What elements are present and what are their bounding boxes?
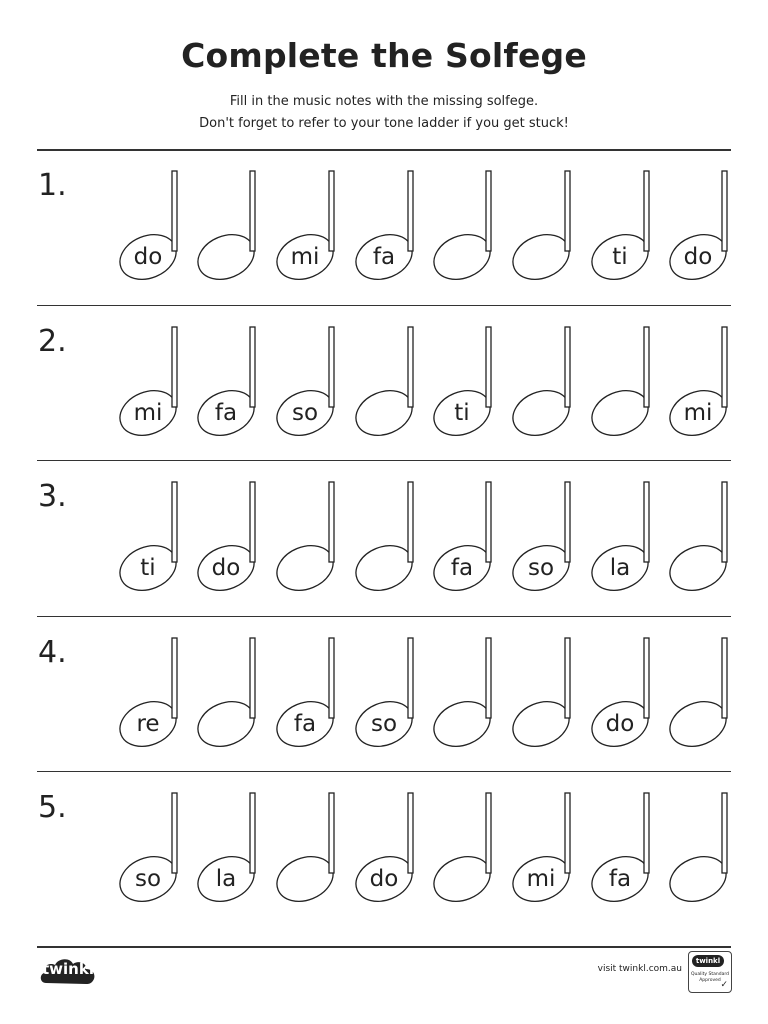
note-stem — [250, 638, 255, 718]
note-label: so — [291, 400, 319, 426]
note-stem — [486, 638, 491, 718]
note-label: fa — [214, 400, 238, 426]
check-icon: ✓ — [720, 980, 728, 990]
note-blank[interactable] — [354, 479, 434, 589]
note-label: ti — [612, 244, 628, 270]
page-title: Complete the Solfege — [181, 36, 587, 75]
note-stem — [172, 638, 177, 718]
quarter-note-icon — [511, 168, 575, 280]
quarter-note-icon — [590, 324, 654, 436]
quarter-note-icon — [432, 790, 496, 902]
note-stem — [250, 171, 255, 251]
quarter-note-icon — [275, 790, 339, 902]
note-label: fa — [450, 555, 474, 581]
note-filled — [354, 168, 434, 278]
note-stem — [329, 638, 334, 718]
twinkl-logo — [38, 955, 98, 987]
badge-text: Quality Standard Approved — [691, 972, 729, 983]
quality-badge — [688, 951, 732, 993]
note-stem — [486, 482, 491, 562]
note-stem — [329, 327, 334, 407]
note-filled — [196, 479, 276, 589]
note-filled — [275, 635, 355, 745]
exercise-row — [0, 150, 768, 306]
note-blank[interactable] — [668, 479, 748, 589]
quarter-note-icon — [511, 324, 575, 436]
quarter-note-icon — [668, 790, 732, 902]
note-stem — [486, 327, 491, 407]
bottom-divider — [37, 946, 731, 948]
note-label: mi — [133, 400, 163, 426]
note-blank[interactable] — [354, 324, 434, 434]
note-blank[interactable] — [275, 479, 355, 589]
note-stem — [565, 482, 570, 562]
note-stem — [486, 171, 491, 251]
note-stem — [408, 171, 413, 251]
note-stem — [565, 793, 570, 873]
note-stem — [565, 171, 570, 251]
note-stem — [172, 482, 177, 562]
note-filled — [275, 168, 355, 278]
note-stem — [172, 327, 177, 407]
note-filled — [118, 790, 198, 900]
note-stem — [722, 793, 727, 873]
note-filled — [118, 635, 198, 745]
note-stem — [644, 793, 649, 873]
note-stem — [722, 482, 727, 562]
note-filled — [590, 635, 670, 745]
note-filled — [432, 479, 512, 589]
quarter-note-icon — [354, 324, 418, 436]
row-number: 4. — [38, 635, 67, 670]
note-label: do — [211, 555, 241, 581]
note-blank[interactable] — [511, 635, 591, 745]
quarter-note-icon — [432, 168, 496, 280]
note-stem — [565, 638, 570, 718]
note-filled — [118, 479, 198, 589]
note-blank[interactable] — [590, 324, 670, 434]
note-label: so — [527, 555, 555, 581]
note-stem — [250, 793, 255, 873]
exercise-row — [0, 617, 768, 773]
note-stem — [722, 638, 727, 718]
note-stem — [644, 327, 649, 407]
note-blank[interactable] — [196, 168, 276, 278]
row-divider — [37, 771, 731, 772]
note-label: do — [369, 866, 399, 892]
note-stem — [329, 482, 334, 562]
note-blank[interactable] — [668, 635, 748, 745]
note-filled — [668, 168, 748, 278]
quarter-note-icon — [196, 635, 260, 747]
note-stem — [644, 171, 649, 251]
note-filled — [590, 790, 670, 900]
logo-text: twinkl — [42, 960, 94, 978]
note-blank[interactable] — [511, 168, 591, 278]
note-stem — [408, 638, 413, 718]
note-label: mi — [526, 866, 556, 892]
exercise-row — [0, 306, 768, 462]
note-filled — [590, 479, 670, 589]
note-label: mi — [290, 244, 320, 270]
note-stem — [172, 171, 177, 251]
row-number: 5. — [38, 790, 67, 825]
note-stem — [644, 638, 649, 718]
note-label: do — [133, 244, 163, 270]
quarter-note-icon — [275, 479, 339, 591]
note-filled — [354, 790, 434, 900]
note-stem — [329, 171, 334, 251]
note-stem — [250, 482, 255, 562]
note-blank[interactable] — [196, 635, 276, 745]
visit-link[interactable]: visit twinkl.com.au — [597, 964, 682, 974]
note-filled — [668, 324, 748, 434]
note-blank[interactable] — [432, 635, 512, 745]
note-label: fa — [293, 711, 317, 737]
note-stem — [644, 482, 649, 562]
note-filled — [118, 168, 198, 278]
note-blank[interactable] — [511, 324, 591, 434]
note-label: ti — [454, 400, 470, 426]
note-label: do — [683, 244, 713, 270]
badge-logo: twinkl — [692, 955, 724, 967]
note-filled — [511, 479, 591, 589]
exercise-row — [0, 772, 768, 928]
note-stem — [565, 327, 570, 407]
note-blank[interactable] — [432, 790, 512, 900]
note-filled — [354, 635, 434, 745]
note-blank[interactable] — [275, 790, 355, 900]
quarter-note-icon — [511, 635, 575, 747]
row-divider — [37, 616, 731, 617]
note-stem — [722, 327, 727, 407]
row-divider — [37, 460, 731, 461]
note-stem — [250, 327, 255, 407]
quarter-note-icon — [432, 635, 496, 747]
note-filled — [511, 790, 591, 900]
instructions-line-2: Don't forget to refer to your tone ladder if you get stuck! — [199, 116, 569, 131]
note-filled — [118, 324, 198, 434]
row-number: 2. — [38, 324, 67, 359]
note-filled — [432, 324, 512, 434]
note-filled — [196, 324, 276, 434]
note-label: fa — [608, 866, 632, 892]
quarter-note-icon — [668, 635, 732, 747]
note-stem — [408, 482, 413, 562]
note-stem — [486, 793, 491, 873]
row-number: 1. — [38, 168, 67, 203]
row-number: 3. — [38, 479, 67, 514]
quarter-note-icon — [196, 168, 260, 280]
instructions-line-1: Fill in the music notes with the missing solfege. — [229, 94, 539, 109]
note-stem — [722, 171, 727, 251]
note-stem — [329, 793, 334, 873]
note-stem — [408, 793, 413, 873]
exercise-row — [0, 461, 768, 617]
quarter-note-icon — [354, 479, 418, 591]
note-label: ti — [140, 555, 156, 581]
note-stem — [408, 327, 413, 407]
note-label: mi — [683, 400, 713, 426]
note-label: do — [605, 711, 635, 737]
note-label: fa — [372, 244, 396, 270]
note-blank[interactable] — [432, 168, 512, 278]
quarter-note-icon — [668, 479, 732, 591]
row-divider — [37, 305, 731, 306]
note-label: la — [609, 555, 631, 581]
note-blank[interactable] — [668, 790, 748, 900]
note-label: so — [370, 711, 398, 737]
note-filled — [590, 168, 670, 278]
note-label: re — [136, 711, 160, 737]
note-label: la — [215, 866, 237, 892]
note-filled — [275, 324, 355, 434]
note-label: so — [134, 866, 162, 892]
note-stem — [172, 793, 177, 873]
note-filled — [196, 790, 276, 900]
